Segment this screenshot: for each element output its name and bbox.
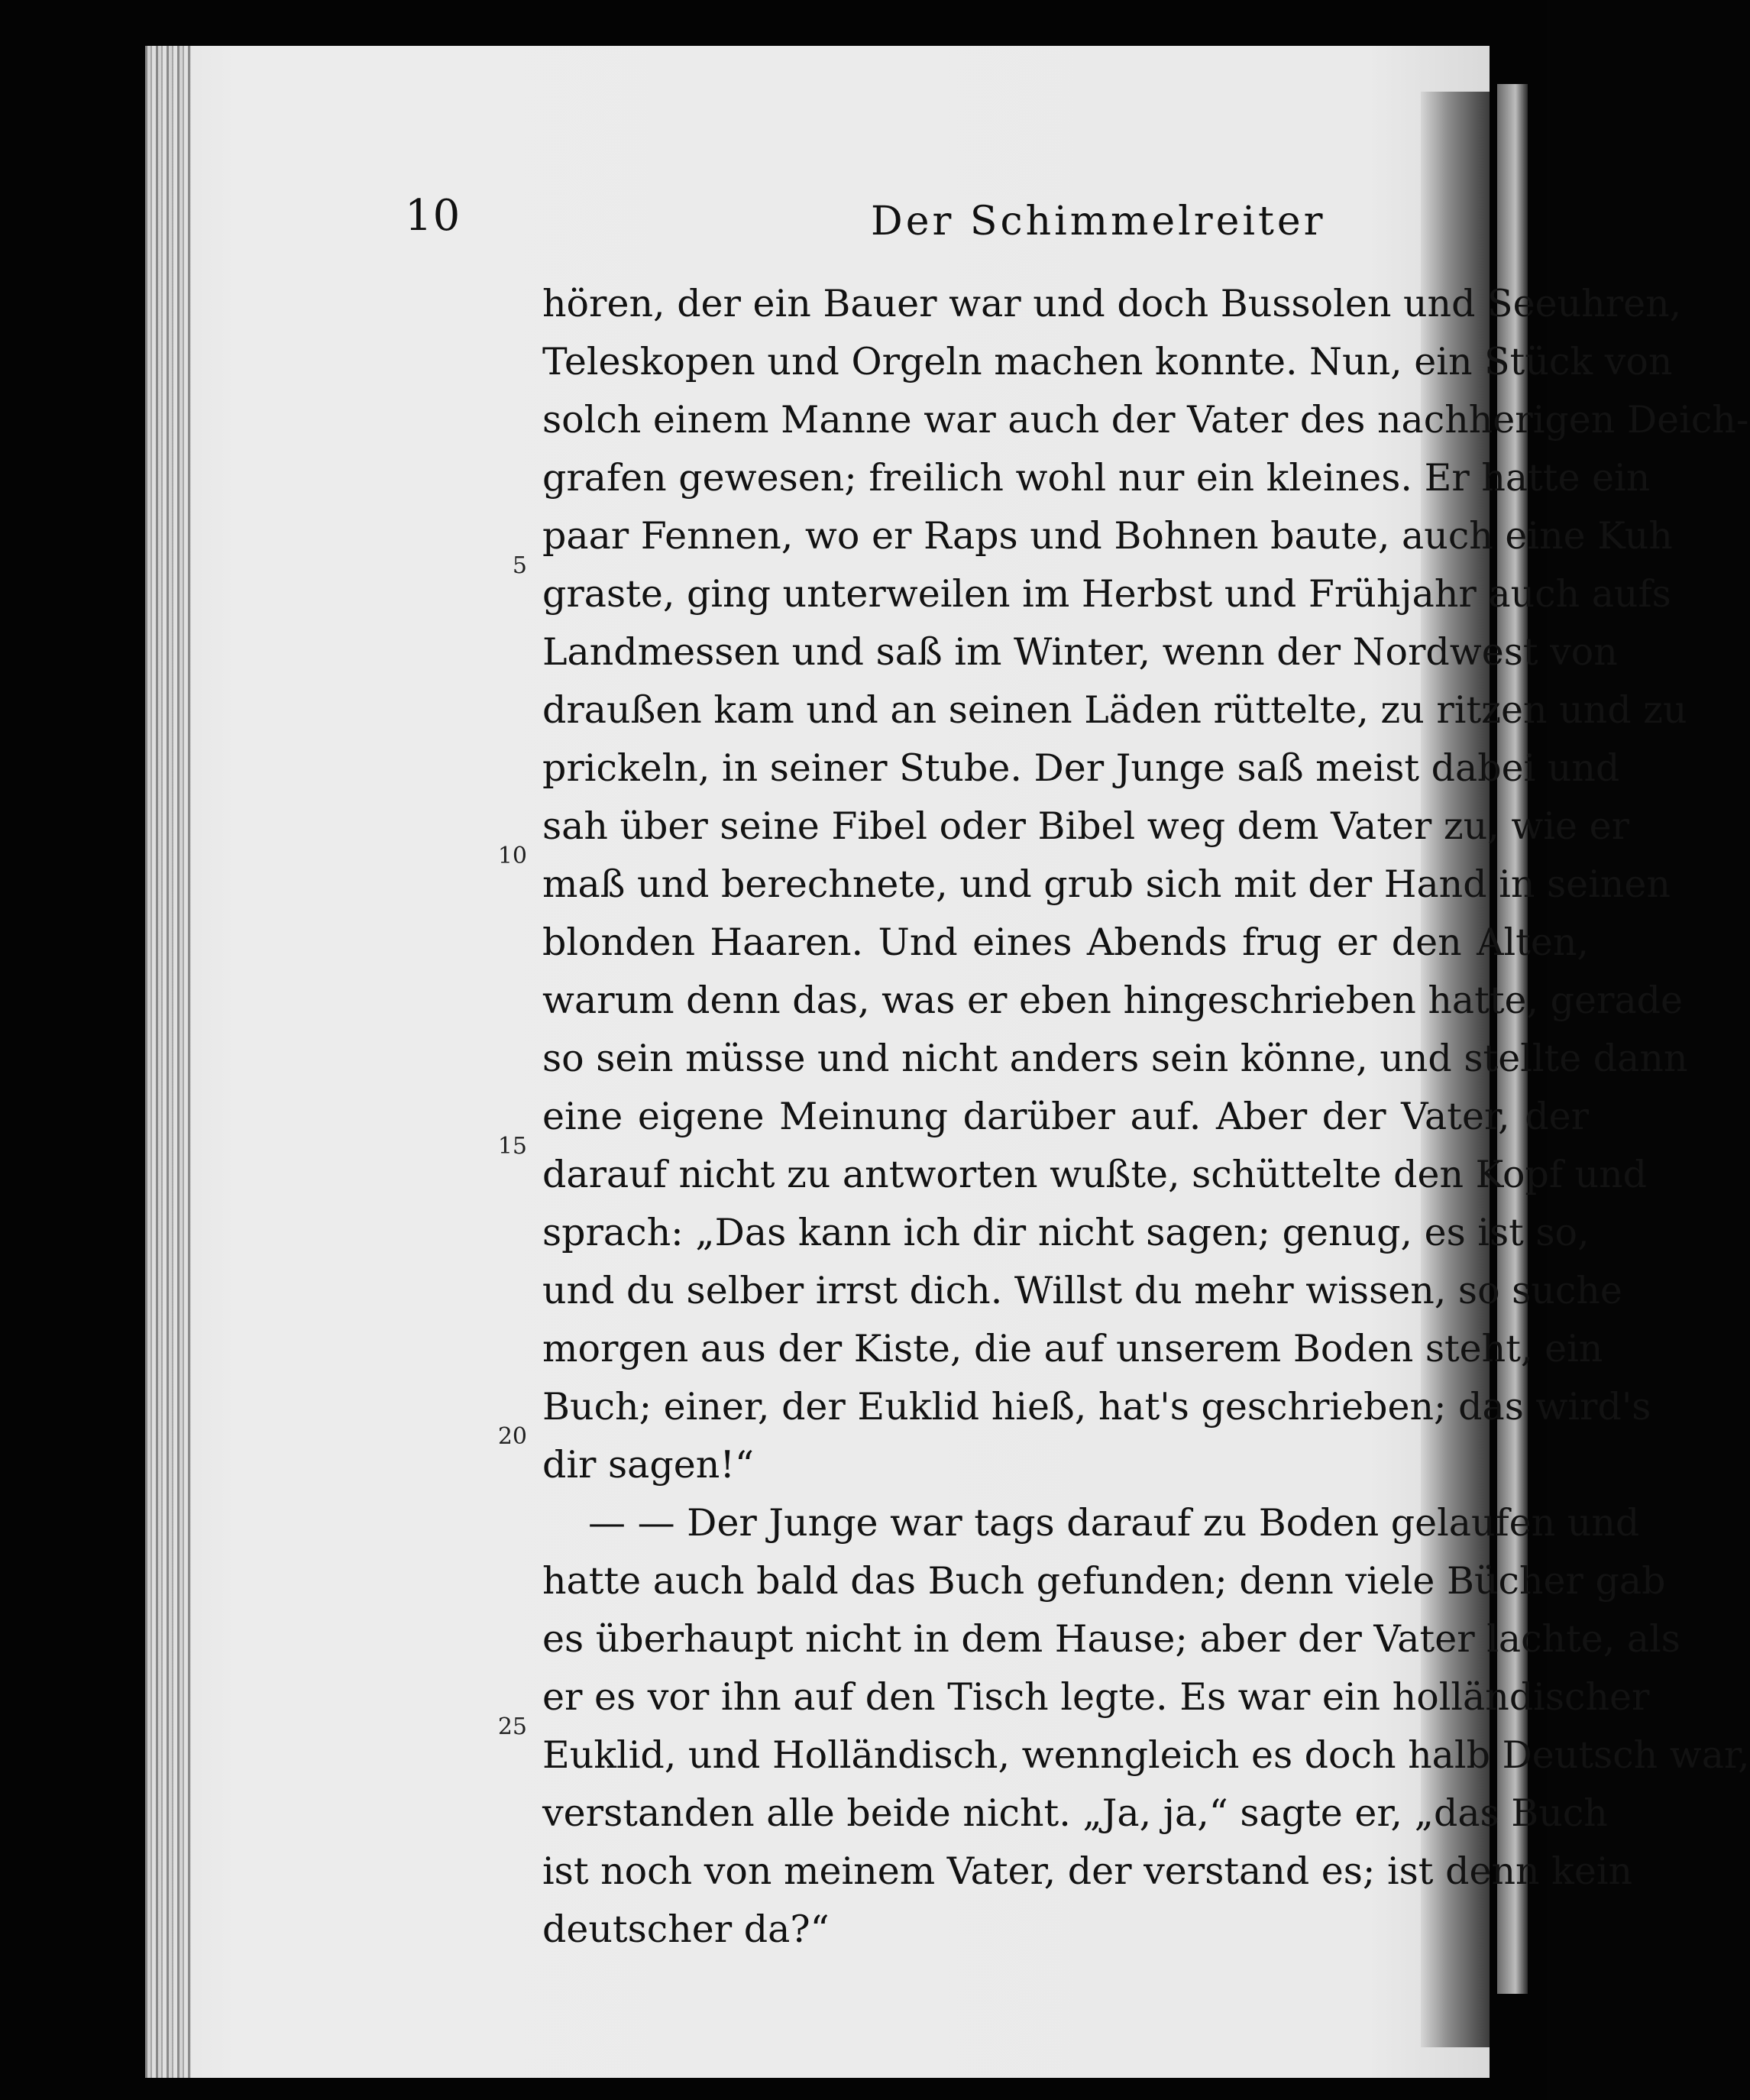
text-line: eine eigene Meinung darüber auf. Aber der Vater, der [542,1095,1589,1138]
text-line: solch einem Manne war auch der Vater des nachherigen Deich- [542,398,1749,442]
line-number: 25 [497,1713,527,1740]
text-line: Teleskopen und Orgeln machen konnte. Nun, ein Stück von [542,340,1673,383]
text-line: graste, ging unterweilen im Herbst und Frühjahr auch aufs [542,572,1671,616]
page-stack-edge [145,46,191,2078]
page-number: 10 [405,191,461,241]
text-line: ist noch von meinem Vater, der verstand es; ist denn kein [542,1849,1633,1893]
line-number: 10 [497,843,527,869]
text-line: draußen kam und an seinen Läden rüttelte, zu ritzen und zu [542,688,1687,732]
text-line: maß und berechnete, und grub sich mit der Hand in seinen [542,862,1671,906]
text-line: prickeln, in seiner Stube. Der Junge saß meist dabei und [542,746,1620,790]
book-page [145,46,1750,2078]
body-text [542,275,1750,1959]
text-line: blonden Haaren. Und eines Abends frug er den Alten, [542,921,1589,964]
text-line: — — Der Junge war tags darauf zu Boden gelaufen und [588,1501,1640,1545]
line-number: 15 [497,1133,527,1160]
text-line: hören, der ein Bauer war und doch Bussolen und Seeuhren, [542,282,1682,325]
text-line: dir sagen!“ [542,1443,755,1487]
text-line: und du selber irrst dich. Willst du mehr wissen, so suche [542,1269,1622,1312]
text-line: grafen gewesen; freilich wohl nur ein kleines. Er hatte ein [542,456,1651,500]
text-line: er es vor ihn auf den Tisch legte. Es war ein holländischer [542,1675,1650,1719]
text-line: es überhaupt nicht in dem Hause; aber der Vater lachte, als [542,1617,1680,1661]
text-line: so sein müsse und nicht anders sein könne, und stellte dann [542,1037,1688,1080]
text-line: sprach: „Das kann ich dir nicht sagen; genug, es ist so, [542,1211,1590,1254]
text-line: Buch; einer, der Euklid hieß, hat's geschrieben; das wird's [542,1385,1651,1429]
text-line: hatte auch bald das Buch gefunden; denn viele Bücher gab [542,1559,1666,1603]
text-line: warum denn das, was er eben hingeschrieben hatte, gerade [542,979,1684,1022]
line-number: 20 [497,1423,527,1450]
text-line: morgen aus der Kiste, die auf unserem Boden steht, ein [542,1327,1603,1370]
running-head: Der Schimmelreiter [871,199,1326,244]
text-line: darauf nicht zu antworten wußte, schüttelte den Kopf und [542,1153,1648,1196]
text-line: Euklid, und Holländisch, wenngleich es doch halb Deutsch war, [542,1733,1750,1777]
text-line: deutscher da?“ [542,1907,830,1951]
line-number: 5 [512,552,527,579]
text-line: sah über seine Fibel oder Bibel weg dem Vater zu, wie er [542,804,1630,848]
text-line: paar Fennen, wo er Raps und Bohnen baute, auch eine Kuh [542,514,1673,558]
text-line: verstanden alle beide nicht. „Ja, ja,“ sagte er, „das Buch [542,1791,1608,1835]
text-line: Landmessen und saß im Winter, wenn der Nordwest von [542,630,1618,674]
